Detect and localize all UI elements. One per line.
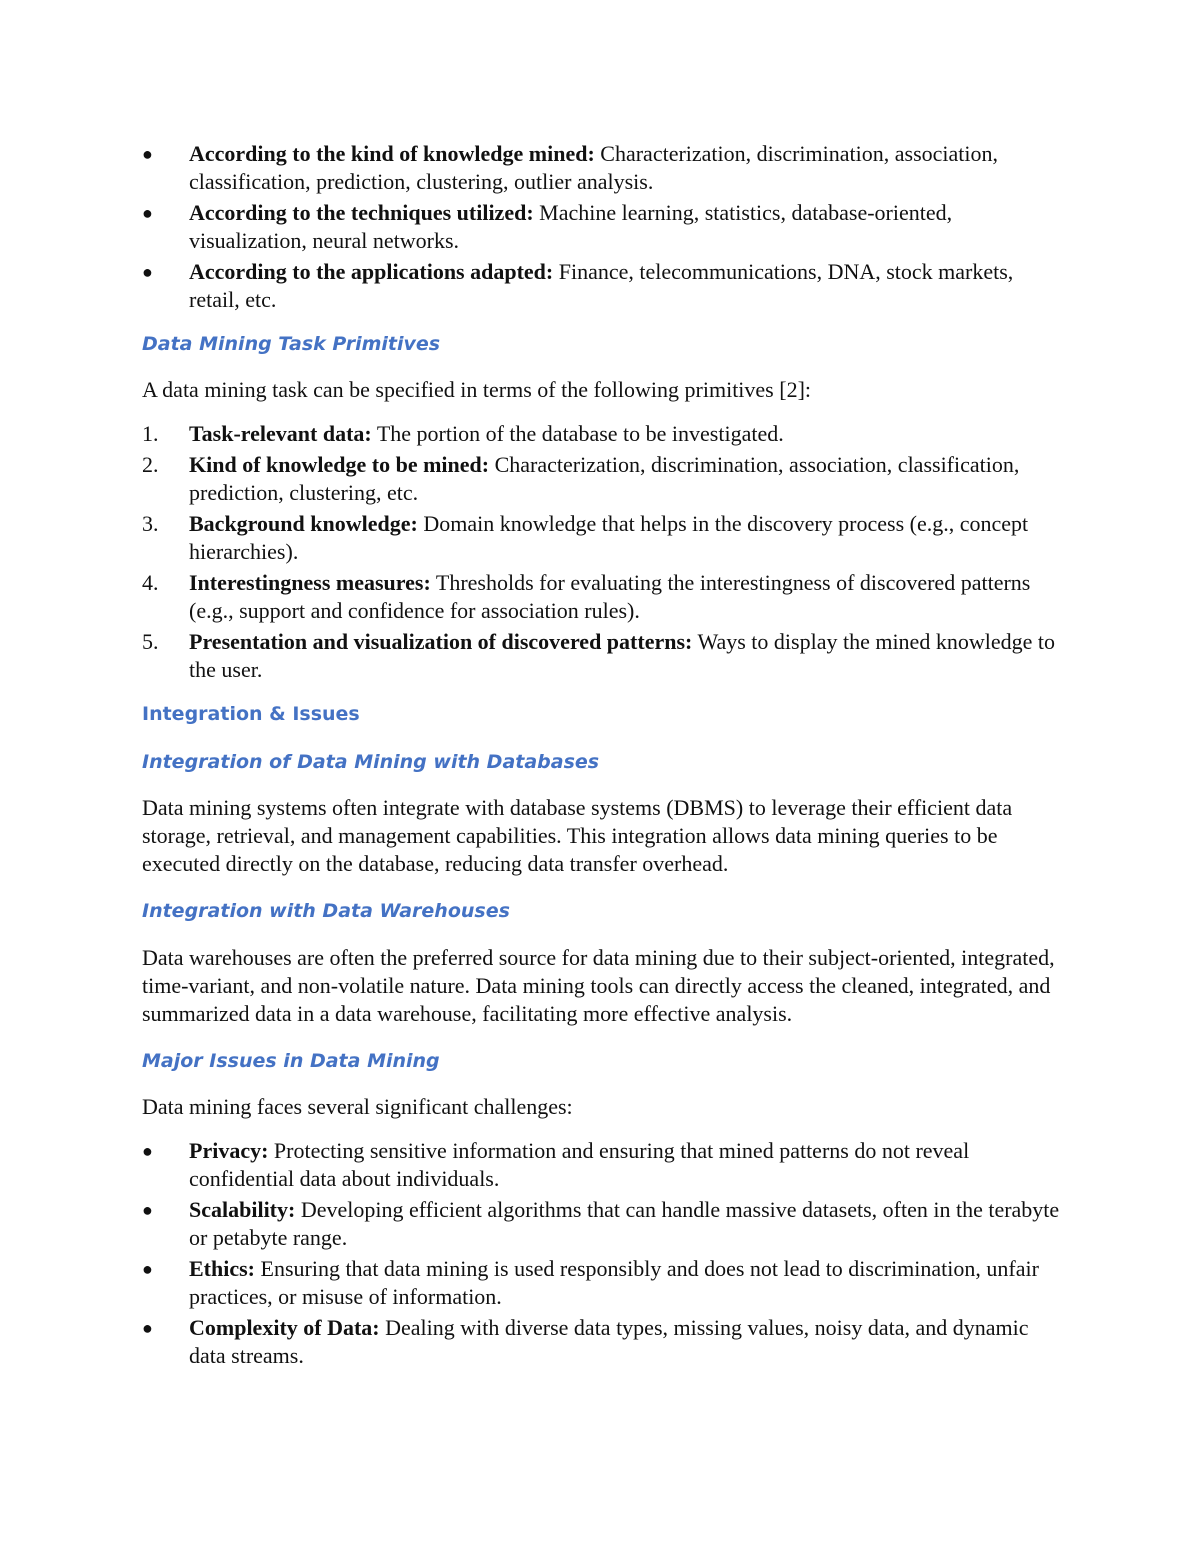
bullet-term: Complexity of Data: (189, 1315, 380, 1340)
bullet-icon: ● (142, 1141, 153, 1161)
list-number: 1. (142, 421, 159, 446)
classification-bullet-list (142, 140, 1062, 314)
item-term: Background knowledge: (189, 511, 418, 536)
major-issues-heading: Major Issues in Data Mining (142, 1050, 440, 1072)
list-number: 4. (142, 570, 159, 595)
bullet-text: Protecting sensitive information and ensuring that mined patterns do not reveal confidential data about individuals. (189, 1138, 970, 1191)
databases-heading: Integration of Data Mining with Databases (142, 751, 600, 773)
list-item (142, 258, 1062, 314)
bullet-text: Ensuring that data mining is used responsibly and does not lead to discrimination, unfair practices, or misuse of information. (189, 1256, 1039, 1309)
integration-issues-heading: Integration & Issues (142, 703, 360, 725)
list-item (142, 199, 1062, 255)
bullet-text: Developing efficient algorithms that can handle massive datasets, often in the terabyte or petabyte range. (189, 1197, 1060, 1250)
list-item (142, 140, 1062, 196)
list-item (142, 628, 1062, 684)
list-item (142, 451, 1062, 507)
item-term: Interestingness measures: (189, 570, 431, 595)
major-issues-intro: Data mining faces several significant challenges: (142, 1094, 573, 1119)
list-item (142, 420, 1062, 448)
list-number: 2. (142, 452, 159, 477)
list-item (142, 1255, 1062, 1311)
item-text: Ways to display the mined knowledge to the user. (189, 629, 1055, 682)
item-text: Domain knowledge that helps in the discovery process (e.g., concept hierarchies). (189, 511, 1029, 564)
list-number: 5. (142, 629, 159, 654)
list-item (142, 569, 1062, 625)
bullet-icon: ● (142, 262, 153, 282)
bullet-term: According to the applications adapted: (189, 259, 554, 284)
list-item (142, 1314, 1062, 1370)
bullet-term: Ethics: (189, 1256, 255, 1281)
item-term: Kind of knowledge to be mined: (189, 452, 490, 477)
task-primitives-heading: Data Mining Task Primitives (142, 333, 441, 355)
databases-body: Data mining systems often integrate with database systems (DBMS) to leverage their efficient data storage, retrieval, and management capabilities. This integration allows data mining queries to be executed directly on the database, reducing data transfer overhead. (142, 795, 1013, 876)
warehouses-body: Data warehouses are often the preferred source for data mining due to their subject-oriented, integrated, time-variant, and non-volatile nature. Data mining tools can directly access the cleaned, integrated, and summarized data in a data warehouse, facilitating more effective analysis. (142, 945, 1055, 1026)
warehouses-heading: Integration with Data Warehouses (142, 900, 510, 922)
bullet-term: Privacy: (189, 1138, 269, 1163)
bullet-text: Dealing with diverse data types, missing values, noisy data, and dynamic data streams. (189, 1315, 1029, 1368)
list-item (142, 1137, 1062, 1193)
list-item (142, 1196, 1062, 1252)
list-item (142, 510, 1062, 566)
bullet-icon: ● (142, 1318, 153, 1338)
bullet-text: Machine learning, statistics, database-oriented, visualization, neural networks. (189, 200, 953, 253)
item-term: Task-relevant data: (189, 421, 372, 446)
task-primitives-list (142, 420, 1062, 684)
item-term: Presentation and visualization of discovered patterns: (189, 629, 693, 654)
bullet-text: Characterization, discrimination, association, classification, prediction, clustering, outlier analysis. (189, 141, 999, 194)
bullet-term: According to the techniques utilized: (189, 200, 534, 225)
bullet-icon: ● (142, 144, 153, 164)
bullet-icon: ● (142, 1259, 153, 1279)
bullet-term: According to the kind of knowledge mined: (189, 141, 595, 166)
bullet-icon: ● (142, 203, 153, 223)
bullet-text: Finance, telecommunications, DNA, stock markets, retail, etc. (189, 259, 1014, 312)
bullet-term: Scalability: (189, 1197, 296, 1222)
task-primitives-intro: A data mining task can be specified in terms of the following primitives [2]: (142, 377, 812, 402)
major-issues-list (142, 1137, 1062, 1370)
list-number: 3. (142, 511, 159, 536)
item-text: The portion of the database to be investigated. (371, 421, 784, 446)
item-text: Characterization, discrimination, association, classification, prediction, clustering, etc. (189, 452, 1020, 505)
bullet-icon: ● (142, 1200, 153, 1220)
document-page (142, 140, 1062, 1373)
item-text: Thresholds for evaluating the interestingness of discovered patterns (e.g., support and confidence for association rules). (189, 570, 1031, 623)
